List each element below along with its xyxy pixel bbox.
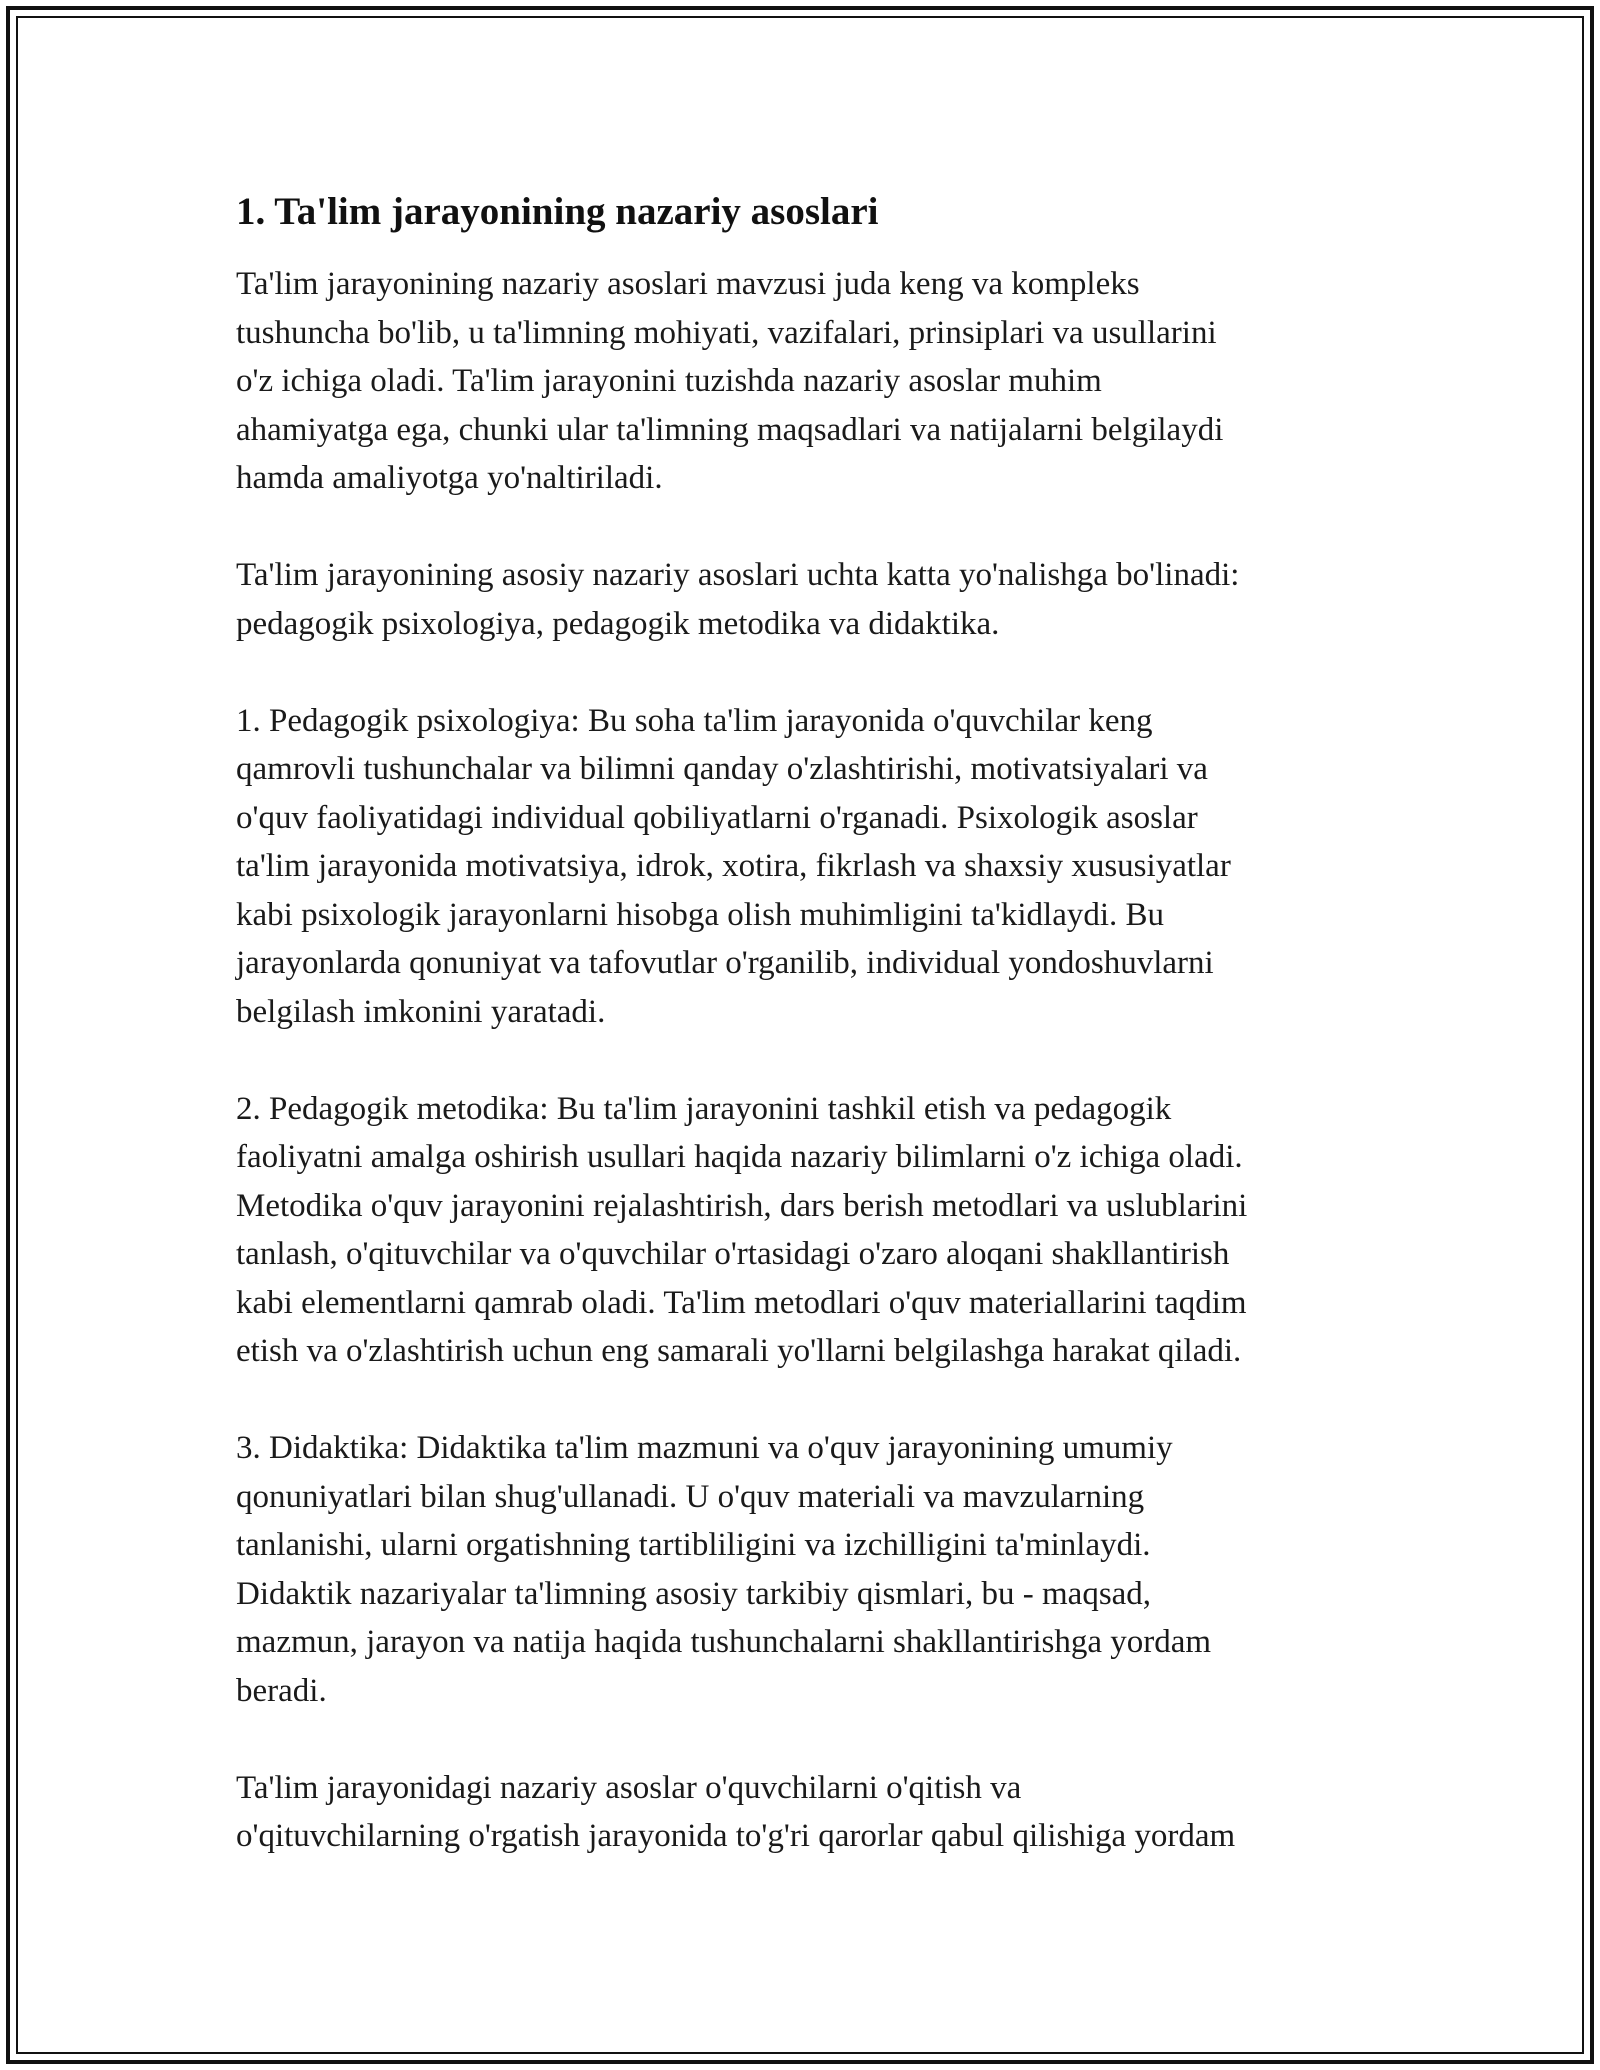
text-line: ta'lim jarayonida motivatsiya, idrok, xotira, fikrlash va shaxsiy xususiyatlar <box>236 848 1231 884</box>
text-line: Metodika o'quv jarayonini rejalashtirish, dars berish metodlari va uslublarini <box>236 1187 1248 1224</box>
text-line: 3. Didaktika: Didaktika ta'lim mazmuni va o'quv jarayonining umumiy <box>236 1430 1173 1466</box>
paragraph-pedagogical-methodology <box>236 1085 1366 1376</box>
paragraph-didactics <box>236 1424 1366 1715</box>
text-line: etish va o'zlashtirish uchun eng samarali yo'llarni belgilashga harakat qiladi. <box>236 1333 1242 1369</box>
text-line: 2. Pedagogik metodika: Bu ta'lim jarayonini tashkil etish va pedagogik <box>236 1090 1172 1127</box>
text-line: tanlanishi, ularni orgatishning tartibliligini va izchilligini ta'minlaydi. <box>236 1527 1151 1563</box>
text-line: beradi. <box>236 1672 327 1709</box>
text-line: Ta'lim jarayonining nazariy asoslari mavzusi juda keng va kompleks <box>236 266 1140 302</box>
text-line: o'quv faoliyatidagi individual qobiliyatlarni o'rganadi. Psixologik asoslar <box>236 799 1198 836</box>
text-line: kabi elementlarni qamrab oladi. Ta'lim metodlari o'quv materiallarini taqdim <box>236 1284 1247 1321</box>
text-line: mazmun, jarayon va natija haqida tushunchalarni shakllantirishga yordam <box>236 1624 1212 1660</box>
text-line: hamda amaliyotga yo'naltiriladi. <box>236 460 663 496</box>
text-line: qamrovli tushunchalar va bilimni qanday o'zlashtirishi, motivatsiyalari va <box>236 751 1208 787</box>
paragraph-overview <box>236 551 1366 648</box>
text-line: o'qituvchilarning o'rgatish jarayonida to'g'ri qarorlar qabul qilishiga yordam <box>236 1818 1236 1854</box>
text-line: qonuniyatlari bilan shug'ullanadi. U o'quv materiali va mavzularning <box>236 1478 1145 1515</box>
text-line: 1. Pedagogik psixologiya: Bu soha ta'lim jarayonida o'quvchilar keng <box>236 702 1153 739</box>
document-body <box>236 188 1366 1909</box>
text-line: Ta'lim jarayonining asosiy nazariy asoslari uchta katta yo'nalishga bo'linadi: <box>236 557 1240 593</box>
text-line: belgilash imkonini yaratadi. <box>236 993 606 1030</box>
text-line: pedagogik psixologiya, pedagogik metodika va didaktika. <box>236 605 1000 642</box>
paragraph-pedagogical-psychology <box>236 697 1366 1037</box>
text-line: Ta'lim jarayonidagi nazariy asoslar o'quvchilarni o'qitish va <box>236 1769 1022 1806</box>
text-line: ahamiyatga ega, chunki ular ta'limning maqsadlari va natijalarni belgilaydi <box>236 411 1224 448</box>
text-line: tushuncha bo'lib, u ta'limning mohiyati, vazifalari, prinsiplari va usullarini <box>236 314 1217 351</box>
text-line: faoliyatni amalga oshirish usullari haqida nazariy bilimlarni o'z ichiga oladi. <box>236 1139 1243 1175</box>
section-heading: 1. Ta'lim jarayonining nazariy asoslari <box>236 190 879 233</box>
text-line: tanlash, o'qituvchilar va o'quvchilar o'rtasidagi o'zaro aloqani shakllantirish <box>236 1236 1230 1272</box>
text-line: Didaktik nazariyalar ta'limning asosiy tarkibiy qismlari, bu - maqsad, <box>236 1575 1152 1612</box>
paragraph-conclusion <box>236 1764 1366 1861</box>
text-line: jarayonlarda qonuniyat va tafovutlar o'rganilib, individual yondoshuvlarni <box>236 945 1214 981</box>
text-line: kabi psixologik jarayonlarni hisobga olish muhimligini ta'kidlaydi. Bu <box>236 896 1165 933</box>
text-line: o'z ichiga oladi. Ta'lim jarayonini tuzishda nazariy asoslar muhim <box>236 363 1102 399</box>
paragraph-intro <box>236 260 1366 503</box>
